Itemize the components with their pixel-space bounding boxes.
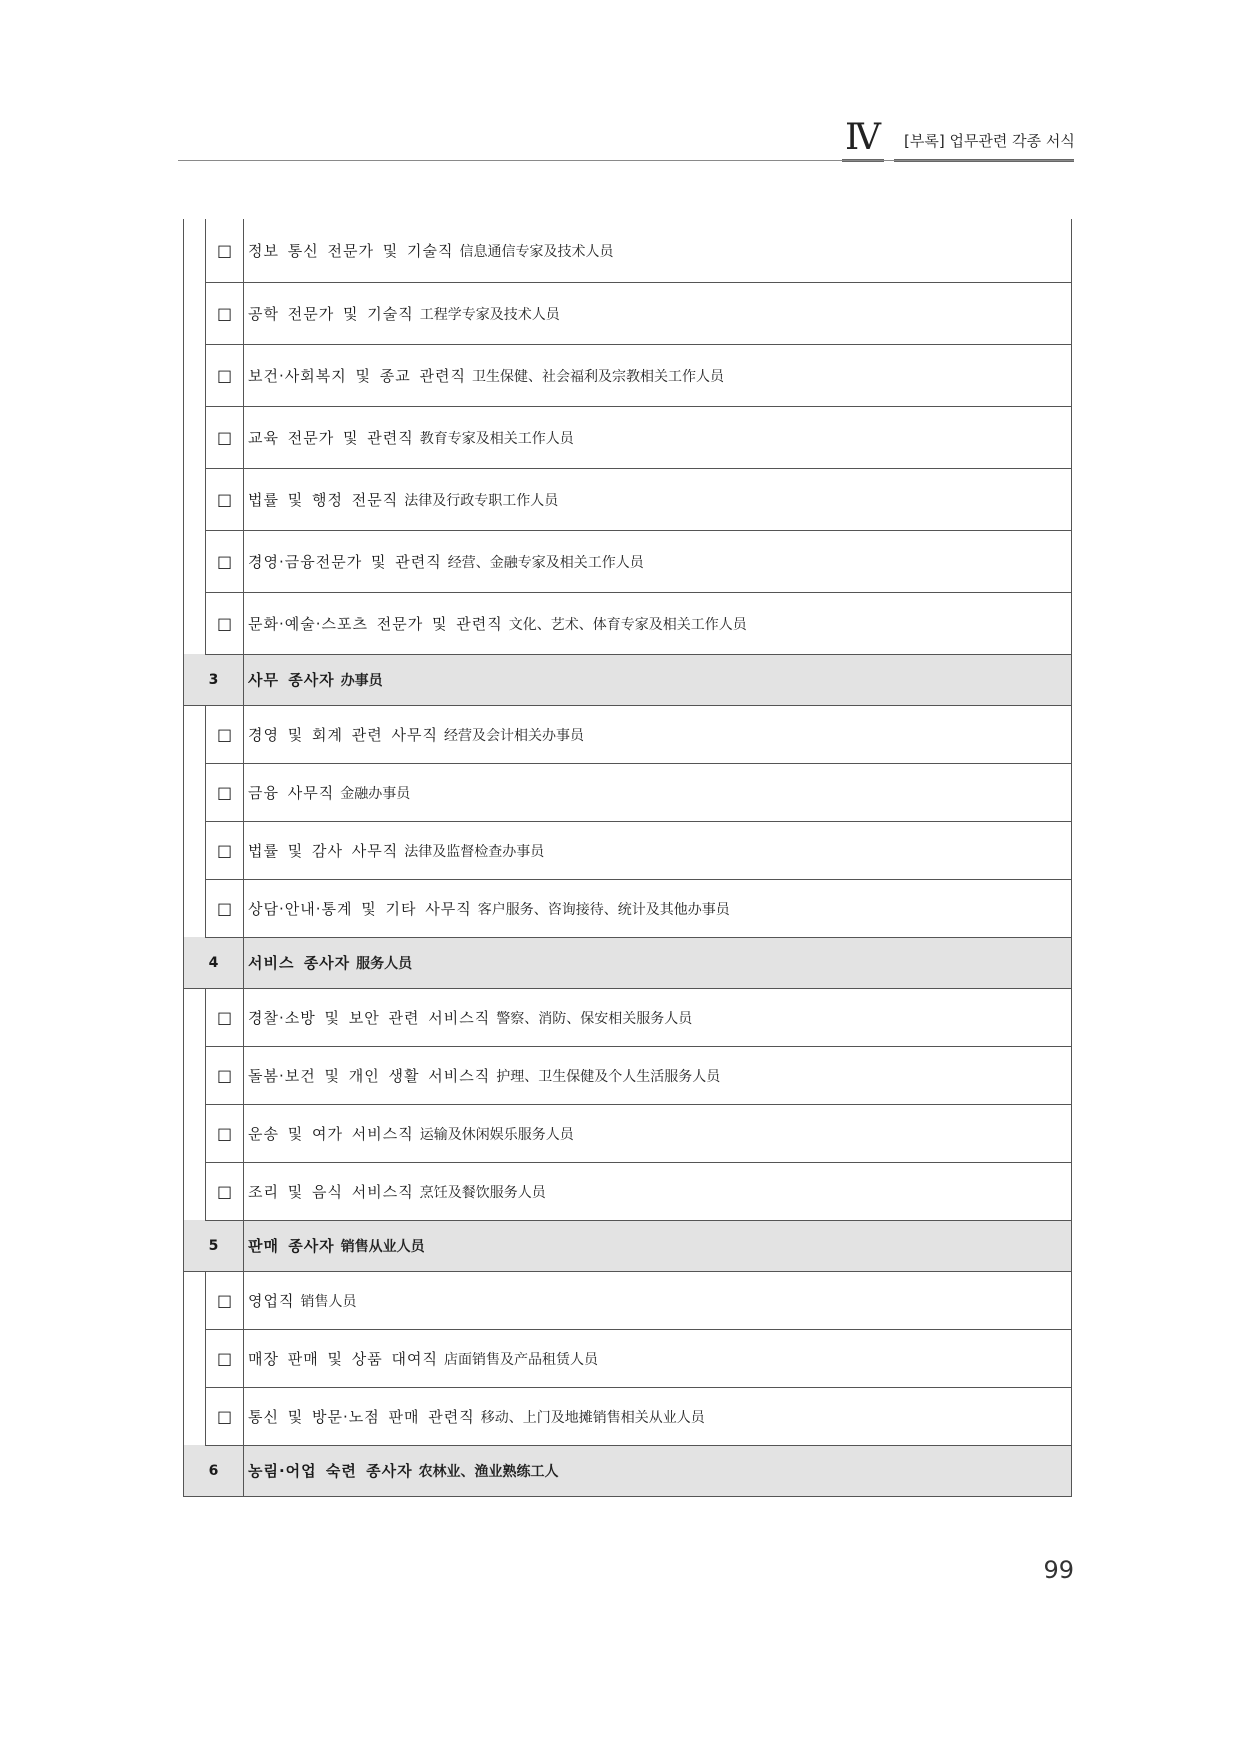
category-label-chinese: 办事员 (340, 673, 383, 689)
occupation-item-row (184, 1104, 1072, 1162)
checkbox[interactable]: □ (206, 468, 244, 530)
indent-cell (184, 1329, 206, 1387)
category-label-korean: 농림·어업 숙련 종사자 (248, 1462, 413, 1480)
occupation-label-korean: 보건·사회복지 및 종교 관련직 (248, 366, 466, 385)
occupation-label-korean: 조리 및 음식 서비스직 (248, 1182, 414, 1201)
occupation-label-chinese: 烹饪及餐饮服务人员 (419, 1184, 546, 1201)
occupation-label (244, 282, 1072, 344)
category-label-chinese: 农林业、渔业熟练工人 (418, 1464, 559, 1480)
occupation-label-korean: 영업직 (248, 1291, 295, 1310)
occupation-label-chinese: 金融办事员 (340, 785, 411, 802)
occupation-label-korean: 정보 통신 전문가 및 기술직 (248, 241, 454, 260)
category-number: 6 (184, 1445, 244, 1496)
category-label (244, 937, 1072, 988)
occupation-label-chinese: 法律及监督检查办事员 (404, 843, 545, 860)
indent-cell (184, 1271, 206, 1329)
category-label-korean: 사무 종사자 (248, 671, 335, 689)
occupation-label (244, 988, 1072, 1046)
category-label (244, 1220, 1072, 1271)
occupation-label-korean: 돌봄·보건 및 개인 생활 서비스직 (248, 1066, 491, 1085)
occupation-label (244, 1104, 1072, 1162)
occupation-item-row (184, 406, 1072, 468)
category-label-korean: 서비스 종사자 (248, 954, 351, 972)
indent-cell (184, 705, 206, 763)
header-rule (178, 160, 1074, 161)
category-row (184, 937, 1072, 988)
occupation-item-row (184, 1046, 1072, 1104)
indent-cell (184, 821, 206, 879)
occupation-label-chinese: 信息通信专家及技术人员 (459, 243, 614, 260)
checkbox[interactable]: □ (206, 1271, 244, 1329)
category-number: 4 (184, 937, 244, 988)
category-row (184, 1445, 1072, 1496)
occupation-label-korean: 금융 사무직 (248, 783, 335, 802)
checkbox[interactable]: □ (206, 282, 244, 344)
page-number: 99 (1043, 1556, 1074, 1584)
occupation-label-korean: 상담·안내·통계 및 기타 사무직 (248, 899, 472, 918)
occupation-item-row (184, 592, 1072, 654)
occupation-item-row (184, 468, 1072, 530)
indent-cell (184, 988, 206, 1046)
occupation-label (244, 530, 1072, 592)
occupation-label (244, 1387, 1072, 1445)
occupation-label (244, 219, 1072, 282)
category-label-korean: 판매 종사자 (248, 1237, 335, 1255)
occupation-label (244, 468, 1072, 530)
occupation-item-row (184, 1271, 1072, 1329)
occupation-label-chinese: 客户服务、咨询接待、统计及其他办事员 (477, 901, 730, 918)
occupation-label-chinese: 店面销售及产品租赁人员 (443, 1351, 598, 1368)
occupation-label-chinese: 运输及休闲娱乐服务人员 (419, 1126, 574, 1143)
indent-cell (184, 1162, 206, 1220)
indent-cell (184, 282, 206, 344)
occupation-label-korean: 매장 판매 및 상품 대여직 (248, 1349, 438, 1368)
category-row (184, 1220, 1072, 1271)
occupation-label (244, 1046, 1072, 1104)
checkbox[interactable]: □ (206, 879, 244, 937)
occupation-label (244, 821, 1072, 879)
indent-cell (184, 879, 206, 937)
occupation-label-korean: 경찰·소방 및 보안 관련 서비스직 (248, 1008, 491, 1027)
occupation-label (244, 592, 1072, 654)
occupation-item-row (184, 344, 1072, 406)
checkbox[interactable]: □ (206, 821, 244, 879)
occupation-label-chinese: 护理、卫生保健及个人生活服务人员 (496, 1068, 721, 1085)
checkbox[interactable]: □ (206, 988, 244, 1046)
occupation-item-row (184, 879, 1072, 937)
occupation-label (244, 406, 1072, 468)
occupation-checklist-table (183, 219, 1072, 1497)
occupation-item-row (184, 219, 1072, 282)
indent-cell (184, 592, 206, 654)
occupation-item-row (184, 530, 1072, 592)
occupation-label (244, 1271, 1072, 1329)
occupation-label (244, 879, 1072, 937)
occupation-label-chinese: 销售人员 (300, 1293, 357, 1310)
category-label (244, 1445, 1072, 1496)
category-row (184, 654, 1072, 705)
occupation-label-chinese: 文化、艺术、体育专家及相关工作人员 (508, 616, 747, 633)
checkbox[interactable]: □ (206, 530, 244, 592)
occupation-label-korean: 통신 및 방문·노점 판매 관련직 (248, 1407, 475, 1426)
checkbox[interactable]: □ (206, 219, 244, 282)
occupation-label-chinese: 经营及会计相关办事员 (443, 727, 584, 744)
occupation-label-chinese: 经营、金融专家及相关工作人员 (447, 554, 644, 571)
occupation-item-row (184, 282, 1072, 344)
chapter-title: [부록] 업무관련 각종 서식 (904, 132, 1075, 150)
occupation-label (244, 1162, 1072, 1220)
checkbox[interactable]: □ (206, 1046, 244, 1104)
occupation-label-korean: 경영 및 회계 관련 사무직 (248, 725, 438, 744)
occupation-item-row (184, 1329, 1072, 1387)
category-label-chinese: 服务人员 (356, 956, 413, 972)
checkbox[interactable]: □ (206, 1387, 244, 1445)
checkbox[interactable]: □ (206, 592, 244, 654)
occupation-label-chinese: 法律及行政专职工作人员 (404, 492, 559, 509)
occupation-label-korean: 법률 및 감사 사무직 (248, 841, 399, 860)
occupation-label-chinese: 卫生保健、社会福利及宗教相关工作人员 (471, 368, 724, 385)
indent-cell (184, 219, 206, 282)
checkbox[interactable]: □ (206, 1329, 244, 1387)
occupation-label-chinese: 警察、消防、保安相关服务人员 (496, 1010, 693, 1027)
occupation-label (244, 763, 1072, 821)
indent-cell (184, 530, 206, 592)
occupation-label (244, 705, 1072, 763)
indent-cell (184, 406, 206, 468)
occupation-item-row (184, 705, 1072, 763)
occupation-label (244, 1329, 1072, 1387)
checkbox[interactable]: □ (206, 1162, 244, 1220)
indent-cell (184, 344, 206, 406)
occupation-label-korean: 운송 및 여가 서비스직 (248, 1124, 414, 1143)
indent-cell (184, 763, 206, 821)
category-label (244, 654, 1072, 705)
occupation-label-korean: 경영·금융전문가 및 관련직 (248, 552, 442, 571)
category-number: 3 (184, 654, 244, 705)
occupation-label-chinese: 移动、上门及地摊销售相关从业人员 (480, 1409, 705, 1426)
occupation-item-row (184, 1387, 1072, 1445)
indent-cell (184, 1104, 206, 1162)
chapter-numeral: Ⅳ (845, 117, 881, 158)
indent-cell (184, 468, 206, 530)
occupation-label (244, 344, 1072, 406)
occupation-item-row (184, 988, 1072, 1046)
occupation-checklist-body (184, 219, 1072, 1496)
indent-cell (184, 1387, 206, 1445)
occupation-label-korean: 법률 및 행정 전문직 (248, 490, 399, 509)
occupation-label-korean: 문화·예술·스포츠 전문가 및 관련직 (248, 614, 503, 633)
occupation-label-chinese: 工程学专家及技术人员 (419, 306, 560, 323)
occupation-item-row (184, 1162, 1072, 1220)
occupation-item-row (184, 821, 1072, 879)
checkbox[interactable]: □ (206, 1104, 244, 1162)
occupation-item-row (184, 763, 1072, 821)
checkbox[interactable]: □ (206, 705, 244, 763)
indent-cell (184, 1046, 206, 1104)
occupation-label-chinese: 教育专家及相关工作人员 (419, 430, 574, 447)
occupation-label-korean: 교육 전문가 및 관련직 (248, 428, 414, 447)
occupation-label-korean: 공학 전문가 및 기술직 (248, 304, 414, 323)
category-label-chinese: 销售从业人员 (340, 1239, 425, 1255)
checkbox[interactable]: □ (206, 406, 244, 468)
checkbox[interactable]: □ (206, 344, 244, 406)
category-number: 5 (184, 1220, 244, 1271)
checkbox[interactable]: □ (206, 763, 244, 821)
